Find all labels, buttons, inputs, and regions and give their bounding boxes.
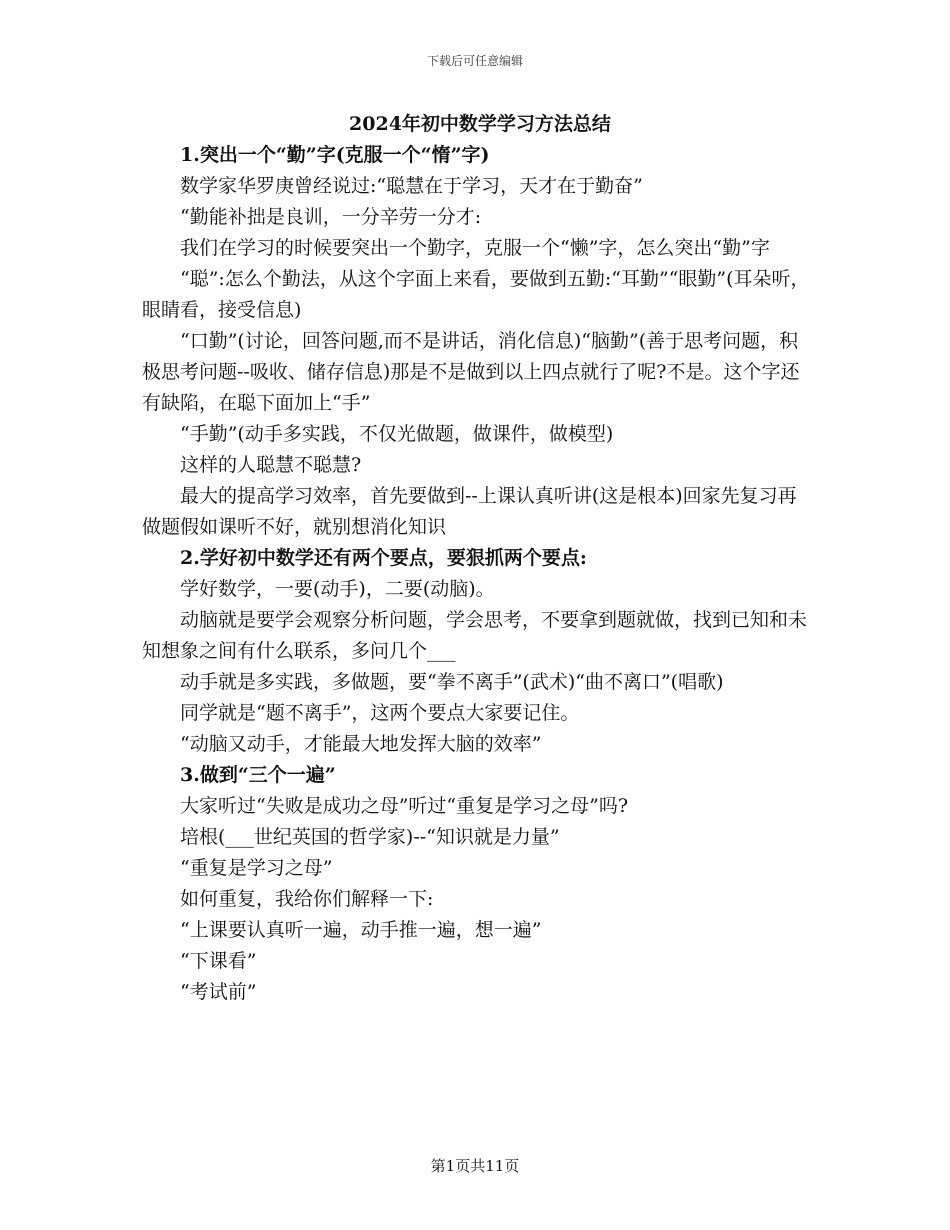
paragraph: 这样的人聪慧不聪慧?	[180, 454, 362, 476]
document-body	[142, 109, 810, 1008]
paragraph: “动脑又动手，才能最大地发挥大脑的效率”	[180, 733, 542, 755]
paragraph: “口勤”(讨论，回答问题,而不是讲话，消化信息)“脑勤”(善于思考问题，积极思考问题--吸收、储存信息)那是不是做到以上四点就行了呢?不是。这个字还有缺陷，在聪下面加上“手”	[142, 330, 800, 414]
paragraph: 最大的提高学习效率，首先要做到--上课认真听讲(这是根本)回家先复习再做题假如课听不好，就别想消化知识	[142, 485, 797, 538]
header-note: 下载后可任意编辑	[426, 54, 523, 68]
paragraph: “聪”:怎么个勤法，从这个字面上来看，要做到五勤:“耳勤”“眼勤”(耳朵听，眼睛看，接受信息)	[142, 268, 810, 321]
paragraph: “手勤”(动手多实践，不仅光做题，做课件，做模型)	[180, 423, 614, 445]
paragraph: 同学就是“题不离手”，这两个要点大家要记住。	[180, 702, 580, 724]
paragraph: 我们在学习的时候要突出一个勤字，克服一个“懒”字，怎么突出“勤”字	[180, 237, 770, 259]
paragraph: 动手就是多实践，多做题，要“拳不离手”(武术)“曲不离口”(唱歌)	[180, 671, 724, 693]
page-footer: 第1页共11页	[430, 1157, 520, 1175]
paragraph: “上课要认真听一遍，动手推一遍，想一遍”	[180, 919, 542, 941]
paragraph-list	[142, 140, 810, 1008]
paragraph: 大家听过“失败是成功之母”听过“重复是学习之母”吗?	[180, 795, 629, 817]
document-title: 2024年初中数学学习方法总结	[349, 113, 611, 135]
paragraph: 培根(___世纪英国的哲学家)--“知识就是力量”	[180, 826, 560, 848]
section-heading: 2.学好初中数学还有两个要点，要狠抓两个要点:	[180, 547, 587, 569]
paragraph: 如何重复，我给你们解释一下:	[180, 888, 434, 910]
section-heading: 1.突出一个“勤”字(克服一个“惰”字)	[180, 144, 490, 166]
paragraph: 数学家华罗庚曾经说过:“聪慧在于学习，天才在于勤奋”	[180, 175, 643, 197]
paragraph: “重复是学习之母”	[180, 857, 333, 879]
section-heading: 3.做到“三个一遍”	[180, 764, 336, 786]
paragraph: “下课看”	[180, 950, 257, 972]
paragraph: “考试前”	[180, 981, 257, 1003]
paragraph: 动脑就是要学会观察分析问题，学会思考，不要拿到题就做，找到已知和未知想象之间有什么联系，多问几个___	[142, 609, 808, 662]
paragraph: “勤能补拙是良训，一分辛劳一分才:	[180, 206, 482, 228]
paragraph: 学好数学，一要(动手)，二要(动脑)。	[180, 578, 495, 600]
